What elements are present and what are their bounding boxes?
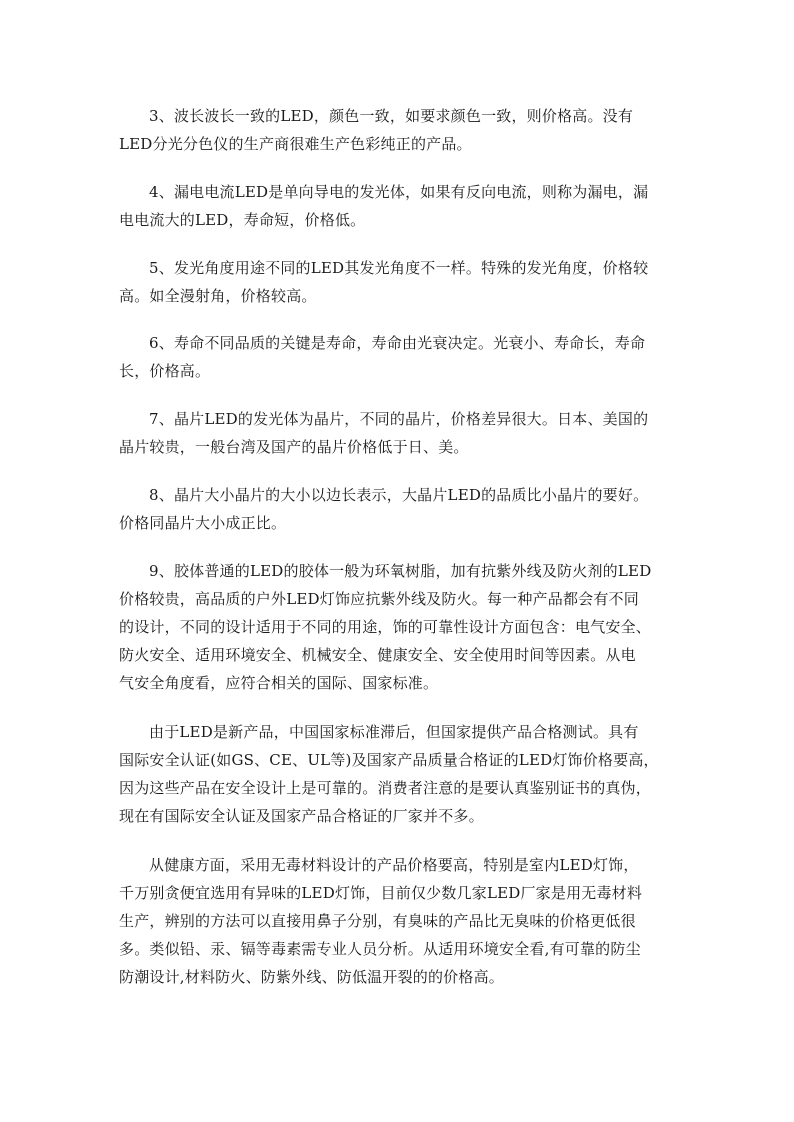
paragraph-chip <box>119 405 679 461</box>
paragraph-line: 防潮设计,材料防火、防紫外线、防低温开裂的的价格高。 <box>119 968 504 986</box>
paragraph-line: 7、晶片LED的发光体为晶片，不同的晶片，价格差异很大。日本、美国的 <box>149 410 649 428</box>
paragraph-leakage-current <box>119 178 679 234</box>
paragraph-line: 由于LED是新产品，中国国家标准滞后，但国家提供产品合格测试。具有 <box>149 723 639 741</box>
paragraph-safety-certification <box>119 718 679 830</box>
paragraph-line: 价格同晶片大小成正比。 <box>119 514 287 532</box>
paragraph-line: 电电流大的LED，寿命短，价格低。 <box>119 211 366 229</box>
paragraph-health <box>119 851 679 991</box>
paragraph-line: 长，价格高。 <box>119 362 211 380</box>
paragraph-line: 千万别贪便宜选用有异味的LED灯饰，目前仅少数几家LED厂家是用无毒材料 <box>119 884 643 902</box>
paragraph-line: 高。如全漫射角，价格较高。 <box>119 287 317 305</box>
paragraph-line: 5、发光角度用途不同的LED其发光角度不一样。特殊的发光角度，价格较 <box>149 259 649 277</box>
paragraph-line: 国际安全认证(如GS、CE、UL等)及国家产品质量合格证的LED灯饰价格要高， <box>119 751 659 769</box>
paragraph-lifespan <box>119 329 679 385</box>
paragraph-line: 8、晶片大小晶片的大小以边长表示，大晶片LED的品质比小晶片的要好。 <box>149 486 649 504</box>
paragraph-line: 现在有国际安全认证及国家产品合格证的厂家并不多。 <box>119 807 484 825</box>
paragraph-chip-size <box>119 481 679 537</box>
paragraph-colloid <box>119 557 679 697</box>
paragraph-line: 从健康方面，采用无毒材料设计的产品价格要高，特别是室内LED灯饰， <box>149 856 639 874</box>
paragraph-line: 的设计，不同的设计适用于不同的用途，饰的可靠性设计方面包含：电气安全、 <box>119 618 652 636</box>
paragraph-line: 6、寿命不同品质的关键是寿命，寿命由光衰决定。光衰小、寿命长，寿命 <box>149 334 646 352</box>
paragraph-line: 多。类似铅、汞、镉等毒素需专业人员分析。从适用环境安全看,有可靠的防尘 <box>119 940 641 958</box>
paragraph-line: 9、胶体普通的LED的胶体一般为环氧树脂，加有抗紫外线及防火剂的LED <box>149 562 652 580</box>
paragraph-wavelength <box>119 102 679 158</box>
paragraph-line: 晶片较贵，一般台湾及国产的晶片价格低于日、美。 <box>119 438 469 456</box>
paragraph-line: 防火安全、适用环境安全、机械安全、健康安全、安全使用时间等因素。从电 <box>119 646 636 664</box>
paragraph-line: 3、波长波长一致的LED，颜色一致，如要求颜色一致，则价格高。没有 <box>149 107 634 125</box>
paragraph-line: 价格较贵，高品质的户外LED灯饰应抗紫外线及防火。每一种产品都会有不同 <box>119 590 639 608</box>
paragraph-line: 因为这些产品在安全设计上是可靠的。消费者注意的是要认真鉴别证书的真伪， <box>119 779 652 797</box>
paragraph-line: LED分光分色仪的生产商很难生产色彩纯正的产品。 <box>119 135 472 153</box>
paragraph-line: 气安全角度看，应符合相关的国际、国家标准。 <box>119 674 439 692</box>
paragraph-emission-angle <box>119 254 679 310</box>
paragraph-line: 4、漏电电流LED是单向导电的发光体，如果有反向电流，则称为漏电，漏 <box>149 183 649 201</box>
paragraph-line: 生产，辨别的方法可以直接用鼻子分别，有臭味的产品比无臭味的价格更低很 <box>119 912 636 930</box>
